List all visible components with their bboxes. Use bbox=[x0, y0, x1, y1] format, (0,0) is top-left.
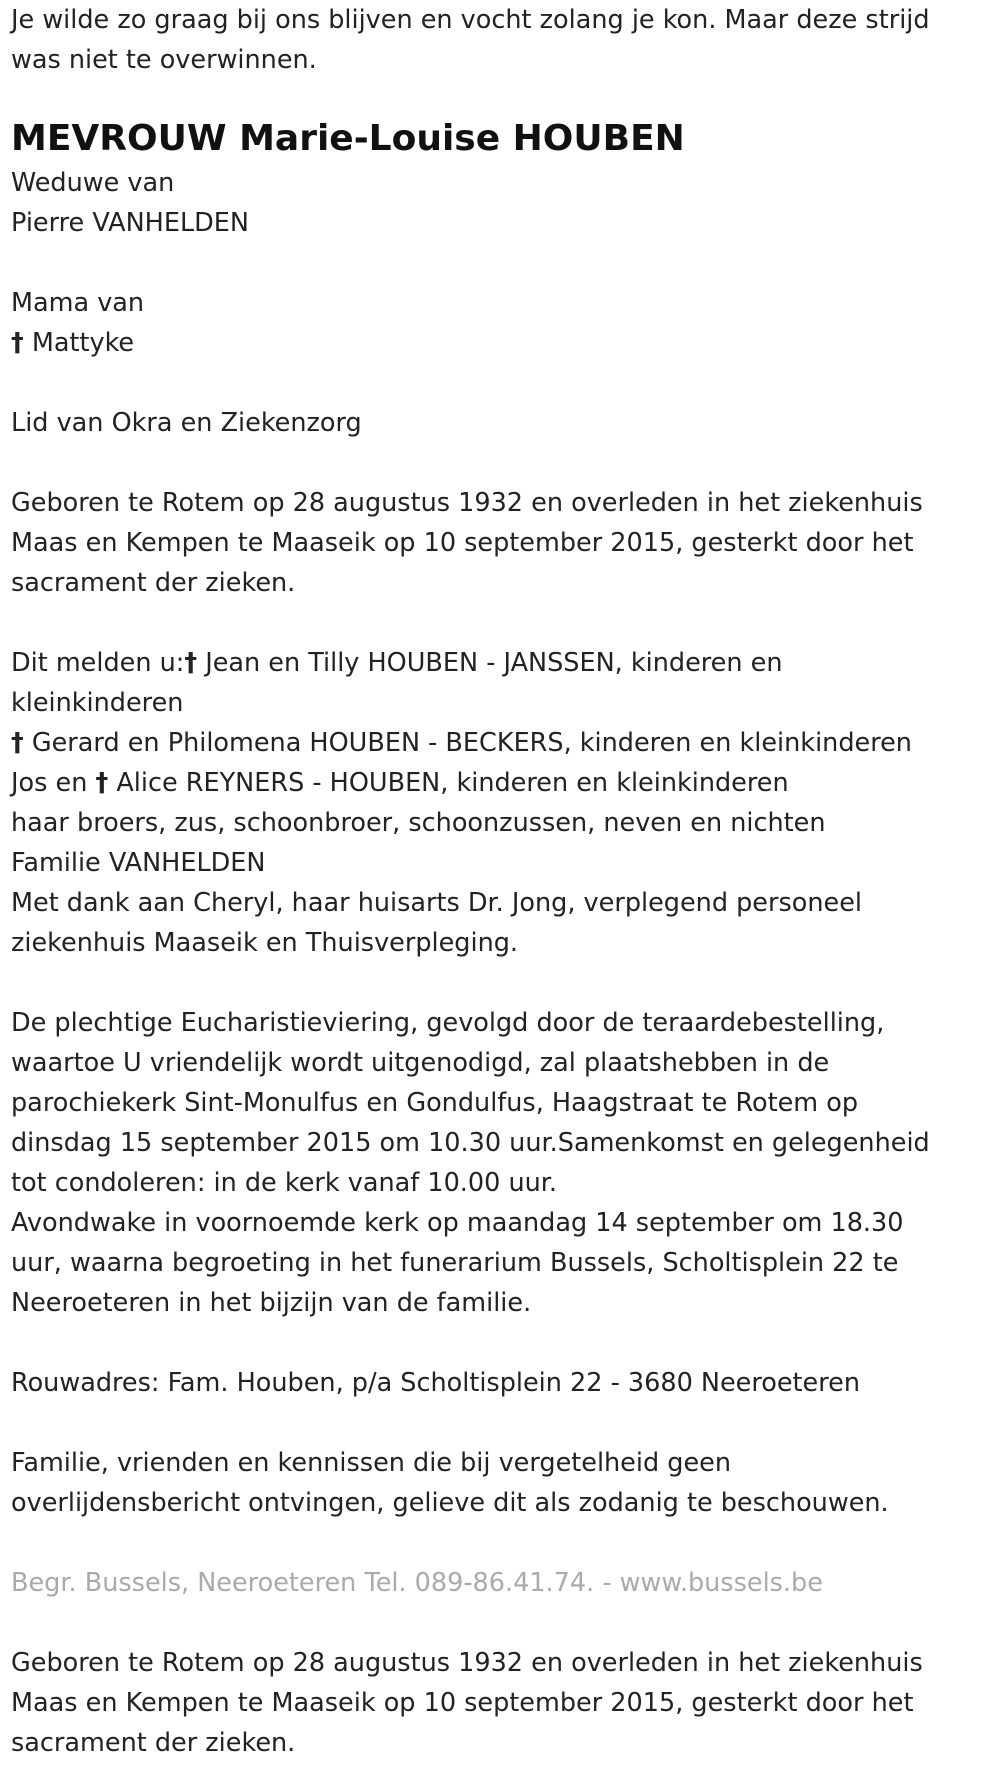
spacer bbox=[11, 443, 990, 483]
notice-line-2: overlijdensbericht ontvingen, gelieve dit als zodanig te beschouwen. bbox=[11, 1488, 889, 1518]
intro-line-1: Je wilde zo graag bij ons blijven en vocht zolang je kon. Maar deze strijd bbox=[11, 5, 930, 35]
deceased-name-title: MEVROUW Marie-Louise HOUBEN bbox=[11, 118, 685, 159]
ceremony-line-2: waartoe U vriendelijk wordt uitgenodigd, zal plaatshebben in de bbox=[11, 1048, 830, 1078]
birth-death-repeat-line-3: sacrament der zieken. bbox=[11, 1728, 296, 1758]
spacer bbox=[11, 243, 990, 283]
spouse-name: Pierre VANHELDEN bbox=[11, 208, 249, 238]
cross-icon: † bbox=[11, 328, 24, 358]
ceremony-line-1: De plechtige Eucharistieviering, gevolgd door de teraardebestelling, bbox=[11, 1008, 885, 1038]
ceremony-line-5: tot condoleren: in de kerk vanaf 10.00 uur. bbox=[11, 1168, 558, 1198]
ceremony-line-6: Avondwake in voornoemde kerk op maandag 14 september om 18.30 bbox=[11, 1208, 904, 1238]
announcers-line-8: ziekenhuis Maaseik en Thuisverpleging. bbox=[11, 928, 519, 958]
intro-line-2: was niet te overwinnen. bbox=[11, 45, 317, 75]
spacer bbox=[11, 1323, 990, 1363]
widow-label: Weduwe van bbox=[11, 168, 175, 198]
spacer bbox=[11, 603, 990, 643]
spacer bbox=[11, 963, 990, 1003]
birth-death-line-3: sacrament der zieken. bbox=[11, 568, 296, 598]
notice-line-1: Familie, vrienden en kennissen die bij vergetelheid geen bbox=[11, 1448, 731, 1478]
undertaker-info: Begr. Bussels, Neeroeteren Tel. 089-86.41.74. - www.bussels.be bbox=[11, 1568, 823, 1598]
birth-death-line-1: Geboren te Rotem op 28 augustus 1932 en overleden in het ziekenhuis bbox=[11, 488, 923, 518]
announcers-line-7: Met dank aan Cheryl, haar huisarts Dr. Jong, verplegend personeel bbox=[11, 888, 862, 918]
cross-icon: † bbox=[11, 728, 24, 758]
announcers-line-1 bbox=[11, 643, 990, 683]
announcers-line-5: haar broers, zus, schoonbroer, schoonzussen, neven en nichten bbox=[11, 808, 826, 838]
announcers-prefix: Dit melden u: bbox=[11, 648, 185, 678]
spacer bbox=[11, 1523, 990, 1563]
announcers-line-2: kleinkinderen bbox=[11, 688, 184, 718]
announcers-line-3 bbox=[11, 723, 990, 763]
mourning-address: Rouwadres: Fam. Houben, p/a Scholtisplein 22 - 3680 Neeroeteren bbox=[11, 1368, 861, 1398]
announcers-line-6: Familie VANHELDEN bbox=[11, 848, 266, 878]
announcers-text: Alice REYNERS - HOUBEN, kinderen en kleinkinderen bbox=[108, 768, 789, 798]
ceremony-line-7: uur, waarna begroeting in het funerarium Bussels, Scholtisplein 22 te bbox=[11, 1248, 899, 1278]
cross-icon: † bbox=[184, 648, 198, 678]
spacer bbox=[11, 1603, 990, 1643]
ceremony-line-3: parochiekerk Sint-Monulfus en Gondulfus, Haagstraat te Rotem op bbox=[11, 1088, 859, 1118]
membership-text: Lid van Okra en Ziekenzorg bbox=[11, 408, 362, 438]
spacer bbox=[11, 1403, 990, 1443]
announcers-text: Gerard en Philomena HOUBEN - BECKERS, kinderen en kleinkinderen bbox=[23, 728, 912, 758]
announcers-line-4 bbox=[11, 763, 990, 803]
ceremony-line-8: Neeroeteren in het bijzijn van de familie. bbox=[11, 1288, 532, 1318]
child-line bbox=[11, 323, 990, 363]
ceremony-line-4: dinsdag 15 september 2015 om 10.30 uur.Samenkomst en gelegenheid bbox=[11, 1128, 930, 1158]
announcers-text: Jos en bbox=[11, 768, 96, 798]
birth-death-line-2: Maas en Kempen te Maaseik op 10 september 2015, gesterkt door het bbox=[11, 528, 914, 558]
announcers-text: Jean en Tilly HOUBEN - JANSSEN, kinderen en bbox=[197, 648, 783, 678]
child-name: Mattyke bbox=[23, 328, 135, 358]
cross-icon: † bbox=[95, 768, 109, 798]
birth-death-repeat-line-2: Maas en Kempen te Maaseik op 10 september 2015, gesterkt door het bbox=[11, 1688, 914, 1718]
birth-death-repeat-line-1: Geboren te Rotem op 28 augustus 1932 en overleden in het ziekenhuis bbox=[11, 1648, 923, 1678]
mother-label: Mama van bbox=[11, 288, 145, 318]
spacer bbox=[11, 363, 990, 403]
